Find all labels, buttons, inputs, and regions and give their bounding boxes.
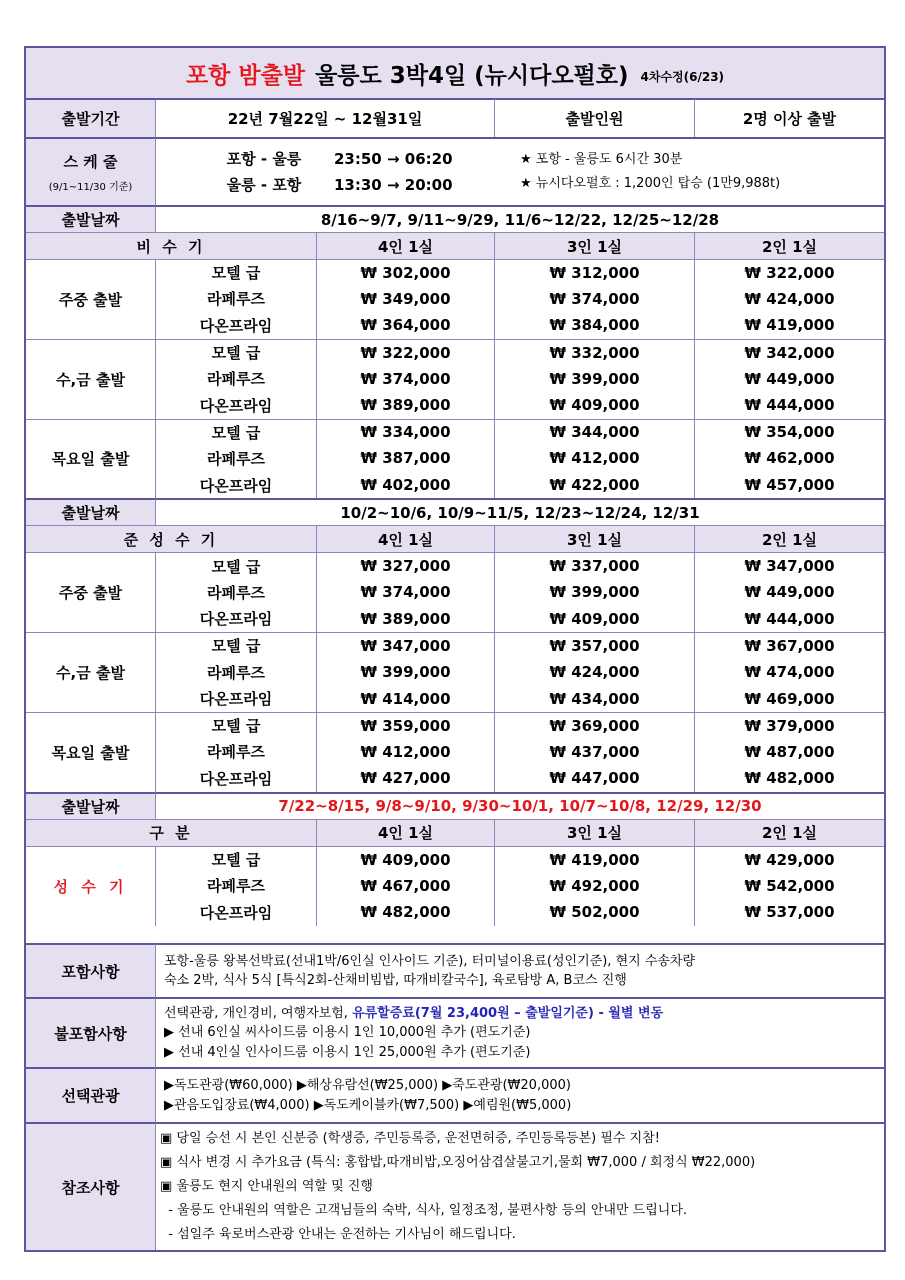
optional-content [155, 1067, 884, 1122]
date-ranges: 10/2~10/6, 10/9~11/5, 12/23~12/24, 12/31 [155, 498, 884, 525]
lodging-type: 라페루즈 [155, 286, 316, 313]
price-cell: ₩ 367,000 [694, 632, 884, 659]
price-cell: ₩ 334,000 [316, 419, 494, 446]
price-cell: ₩ 542,000 [694, 872, 884, 899]
price-cell: ₩ 424,000 [494, 659, 694, 686]
lodging-type: 다온프라임 [155, 312, 316, 339]
price-cell: ₩ 349,000 [316, 286, 494, 313]
price-cell: ₩ 449,000 [694, 579, 884, 606]
fuel-surcharge: 유류할증료(7월 23,400원 – 출발일기준) - 월별 변동 [352, 1005, 664, 1021]
price-cell: ₩ 427,000 [316, 765, 494, 792]
price-cell: ₩ 312,000 [494, 259, 694, 286]
price-cell: ₩ 402,000 [316, 472, 494, 499]
lodging-type: 모텔 급 [155, 552, 316, 579]
time-1: 23:50 → 06:20 [334, 150, 453, 168]
price-cell: ₩ 469,000 [694, 685, 884, 712]
price-cell: ₩ 342,000 [694, 339, 884, 366]
price-cell: ₩ 387,000 [316, 445, 494, 472]
schedule-note-1: ★ 포항 - 울릉도 6시간 30분 [520, 152, 683, 167]
price-cell: ₩ 482,000 [694, 765, 884, 792]
price-cell: ₩ 414,000 [316, 685, 494, 712]
price-cell: ₩ 419,000 [694, 312, 884, 339]
price-cell: ₩ 369,000 [494, 712, 694, 739]
lodging-type: 모텔 급 [155, 419, 316, 446]
notes-label: 참조사항 [26, 1122, 155, 1250]
lodging-type: 모텔 급 [155, 712, 316, 739]
price-cell: ₩ 357,000 [494, 632, 694, 659]
departure-group: 주중 출발 [26, 552, 155, 632]
notes-content [155, 1122, 884, 1250]
departure-group: 성 수 기 [26, 846, 155, 926]
lodging-type: 다온프라임 [155, 899, 316, 926]
optional-line-2: ▶관음도입장료(₩4,000) ▶독도케이블카(₩7,500) ▶예림원(₩5,000) [164, 1097, 572, 1113]
price-cell: ₩ 399,000 [316, 659, 494, 686]
price-cell: ₩ 327,000 [316, 552, 494, 579]
title-red: 포항 밤출발 [185, 62, 306, 89]
lodging-type: 라페루즈 [155, 659, 316, 686]
lodging-type: 라페루즈 [155, 872, 316, 899]
schedule-note-2: ★ 뉴시다오펄호 : 1,200인 탑승 (1만9,988t) [520, 176, 781, 191]
price-cell: ₩ 444,000 [694, 392, 884, 419]
lodging-type: 모텔 급 [155, 846, 316, 873]
notes-line: ▣ 당일 승선 시 본인 신분증 (학생증, 주민등록증, 운전면허증, 주민등록등본) 필수 지참! [160, 1131, 660, 1146]
lodging-type: 다온프라임 [155, 606, 316, 633]
price-cell: ₩ 447,000 [494, 765, 694, 792]
notes-line: ▣ 식사 변경 시 추가요금 (특식: 홍합밥,따개비밥,오징어삼겹살불고기,물회 ₩7,000 / 회정식 ₩22,000) [160, 1155, 756, 1170]
price-cell: ₩ 429,000 [694, 846, 884, 873]
optional-label: 선택관광 [26, 1067, 155, 1122]
time-2: 13:30 → 20:00 [334, 176, 453, 194]
price-cell: ₩ 422,000 [494, 472, 694, 499]
included-line: 포항-울릉 왕복선박료(선내1박/6인실 인사이드 기준), 터미널이용료(성인기준), 현지 수송차량 [164, 953, 696, 969]
notes-line: - 섬일주 육로버스관광 안내는 운전하는 기사님이 해드립니다. [160, 1227, 516, 1242]
price-cell: ₩ 449,000 [694, 365, 884, 392]
price-cell: ₩ 337,000 [494, 552, 694, 579]
people-value: 2명 이상 출발 [694, 98, 884, 137]
notes-line: ▣ 울릉도 현지 안내원의 역할 및 진행 [160, 1179, 373, 1194]
price-cell: ₩ 389,000 [316, 392, 494, 419]
price-cell: ₩ 412,000 [316, 739, 494, 766]
price-cell: ₩ 332,000 [494, 339, 694, 366]
price-cell: ₩ 412,000 [494, 445, 694, 472]
season-name: 구 분 [26, 819, 316, 846]
price-cell: ₩ 302,000 [316, 259, 494, 286]
price-cell: ₩ 409,000 [316, 846, 494, 873]
lodging-type: 모텔 급 [155, 632, 316, 659]
room-header: 3인 1실 [494, 232, 694, 259]
schedule-sub: (9/1~11/30 기준) [48, 182, 133, 193]
lodging-type: 라페루즈 [155, 445, 316, 472]
price-cell: ₩ 457,000 [694, 472, 884, 499]
price-cell: ₩ 379,000 [694, 712, 884, 739]
lodging-type: 다온프라임 [155, 765, 316, 792]
price-cell: ₩ 374,000 [494, 286, 694, 313]
title-bar [26, 48, 884, 98]
period-label: 출발기간 [26, 98, 155, 137]
schedule-label-cell [26, 137, 155, 205]
schedule-notes [494, 137, 884, 205]
lodging-type: 라페루즈 [155, 579, 316, 606]
price-cell: ₩ 487,000 [694, 739, 884, 766]
room-header: 2인 1실 [694, 525, 884, 552]
date-ranges: 7/22~8/15, 9/8~9/10, 9/30~10/1, 10/7~10/8, 12/29, 12/30 [155, 792, 884, 819]
price-cell: ₩ 474,000 [694, 659, 884, 686]
price-cell: ₩ 462,000 [694, 445, 884, 472]
lodging-type: 라페루즈 [155, 365, 316, 392]
price-cell: ₩ 492,000 [494, 872, 694, 899]
optional-line-1: ▶독도관광(₩60,000) ▶해상유람선(₩25,000) ▶죽도관광(₩20,000) [164, 1078, 571, 1093]
revision-label: 4차수정(6/23) [640, 69, 725, 84]
room-header: 4인 1실 [316, 525, 494, 552]
period-value: 22년 7월22일 ~ 12월31일 [155, 98, 494, 137]
schedule-times [155, 137, 494, 205]
price-cell: ₩ 467,000 [316, 872, 494, 899]
price-cell: ₩ 399,000 [494, 579, 694, 606]
lodging-type: 다온프라임 [155, 392, 316, 419]
lodging-type: 모텔 급 [155, 259, 316, 286]
excluded-line-2: ▶ 선내 6인실 씨사이드룸 이용시 1인 10,000원 추가 (편도기준) [164, 1025, 531, 1041]
lodging-type: 라페루즈 [155, 739, 316, 766]
price-cell: ₩ 322,000 [316, 339, 494, 366]
price-cell: ₩ 322,000 [694, 259, 884, 286]
price-cell: ₩ 389,000 [316, 606, 494, 633]
price-cell: ₩ 344,000 [494, 419, 694, 446]
price-cell: ₩ 434,000 [494, 685, 694, 712]
price-cell: ₩ 347,000 [316, 632, 494, 659]
schedule-label: 스 케 줄 [63, 153, 118, 171]
price-cell: ₩ 444,000 [694, 606, 884, 633]
date-label: 출발날짜 [26, 792, 155, 819]
notes-line: - 울릉도 안내원의 역할은 고객님들의 숙박, 식사, 일정조정, 불편사항 등의 안내만 드립니다. [160, 1203, 688, 1218]
price-cell: ₩ 502,000 [494, 899, 694, 926]
price-cell: ₩ 354,000 [694, 419, 884, 446]
people-label: 출발인원 [494, 98, 694, 137]
season-name: 비 수 기 [26, 232, 316, 259]
price-cell: ₩ 374,000 [316, 579, 494, 606]
price-cell: ₩ 437,000 [494, 739, 694, 766]
price-cell: ₩ 409,000 [494, 392, 694, 419]
season-name: 준 성 수 기 [26, 525, 316, 552]
room-header: 2인 1실 [694, 232, 884, 259]
room-header: 2인 1실 [694, 819, 884, 846]
route-2: 울릉 - 포항 [226, 176, 302, 194]
departure-group: 주중 출발 [26, 259, 155, 339]
lodging-type: 다온프라임 [155, 685, 316, 712]
excluded-content [155, 997, 884, 1067]
room-header: 3인 1실 [494, 525, 694, 552]
price-cell: ₩ 537,000 [694, 899, 884, 926]
date-label: 출발날짜 [26, 498, 155, 525]
price-cell: ₩ 347,000 [694, 552, 884, 579]
departure-group: 수,금 출발 [26, 632, 155, 712]
lodging-type: 모텔 급 [155, 339, 316, 366]
room-header: 4인 1실 [316, 232, 494, 259]
excluded-prefix: 선택관광, 개인경비, 여행자보험, [164, 1005, 348, 1021]
excluded-line-1 [164, 1004, 663, 1024]
included-content [155, 943, 884, 997]
price-sheet [24, 46, 886, 1252]
included-label: 포함사항 [26, 943, 155, 997]
included-line: 숙소 2박, 식사 5식 [특식2회-산채비빔밥, 따개비칼국수], 육로탐방 A, B코스 진행 [164, 973, 627, 988]
price-cell: ₩ 374,000 [316, 365, 494, 392]
price-cell: ₩ 409,000 [494, 606, 694, 633]
route-1: 포항 - 울릉 [226, 150, 302, 168]
price-cell: ₩ 359,000 [316, 712, 494, 739]
lodging-type: 다온프라임 [155, 472, 316, 499]
room-header: 4인 1실 [316, 819, 494, 846]
price-cell: ₩ 364,000 [316, 312, 494, 339]
excluded-line-3: ▶ 선내 4인실 인사이드룸 이용시 1인 25,000원 추가 (편도기준) [164, 1044, 531, 1060]
price-cell: ₩ 419,000 [494, 846, 694, 873]
price-cell: ₩ 424,000 [694, 286, 884, 313]
departure-group: 수,금 출발 [26, 339, 155, 419]
price-cell: ₩ 399,000 [494, 365, 694, 392]
room-header: 3인 1실 [494, 819, 694, 846]
price-cell: ₩ 384,000 [494, 312, 694, 339]
price-cell: ₩ 482,000 [316, 899, 494, 926]
excluded-label: 불포함사항 [26, 997, 155, 1067]
date-label: 출발날짜 [26, 205, 155, 232]
page-title: 울릉도 3박4일 (뉴시다오펄호) [315, 62, 629, 89]
departure-group: 목요일 출발 [26, 712, 155, 792]
departure-group: 목요일 출발 [26, 419, 155, 499]
date-ranges: 8/16~9/7, 9/11~9/29, 11/6~12/22, 12/25~12/28 [155, 205, 884, 232]
